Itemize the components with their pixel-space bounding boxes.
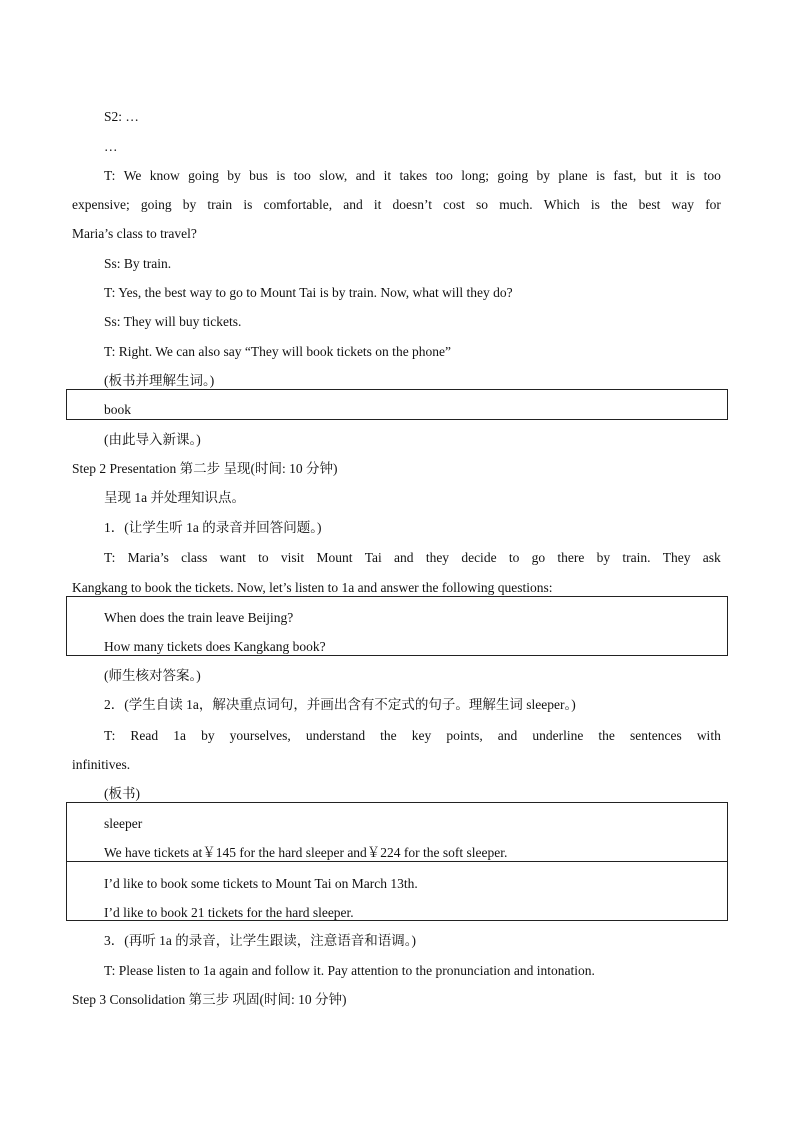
note-intro: (由此导入新课。) <box>104 432 201 447</box>
teacher-line-5: T: Right. We can also say “They will book tickets on the phone” <box>104 344 452 359</box>
word: is <box>686 168 696 183</box>
word: so <box>476 197 489 212</box>
blackboard-box-infinitives <box>66 861 728 921</box>
board-word-book: book <box>104 402 131 417</box>
word: train. <box>622 550 651 565</box>
step2-teacher-line-2: Kangkang to book the tickets. Now, let’s listen to 1a and answer the following questions: <box>72 580 553 595</box>
word: to <box>258 550 269 565</box>
board-sentence-prices: We have tickets at￥145 for the hard sleeper and￥224 for the soft sleeper. <box>104 845 508 860</box>
word: too <box>293 168 311 183</box>
word: Which <box>543 197 580 212</box>
word: 1a <box>173 728 186 743</box>
dialogue-ellipsis: … <box>104 139 118 154</box>
word: long; <box>461 168 489 183</box>
word: comfortable, <box>263 197 333 212</box>
teacher-line-1 <box>104 167 721 185</box>
word: T: <box>104 728 116 743</box>
word: T: <box>104 168 116 183</box>
word: expensive; <box>72 197 130 212</box>
students-reply-2: Ss: They will buy tickets. <box>104 314 242 329</box>
note-blackboard: (板书并理解生词。) <box>104 373 215 388</box>
word: for <box>705 197 721 212</box>
teacher-line-3: Maria’s class to travel? <box>72 226 197 241</box>
word: and <box>394 550 414 565</box>
word: Read <box>130 728 159 743</box>
word: decide <box>461 550 497 565</box>
teacher-line-4: T: Yes, the best way to go to Mount Tai is by train. Now, what will they do? <box>104 285 513 300</box>
step3-heading: Step 3 Consolidation 第三步 巩固(时间: 10 分钟) <box>72 992 347 1007</box>
teacher-listen-instruction: T: Please listen to 1a again and follow it. Pay attention to the pronunciation and intonation. <box>104 963 595 978</box>
word: Maria’s <box>127 550 169 565</box>
step2-item-1: 1．(让学生听 1a 的录音并回答问题。) <box>104 520 322 535</box>
word: key <box>411 728 432 743</box>
word: We <box>123 168 142 183</box>
teacher-line-2 <box>72 196 721 214</box>
read-instruction-line-2: infinitives. <box>72 757 131 772</box>
word: the <box>611 197 628 212</box>
word: points, <box>446 728 483 743</box>
blackboard-box-book <box>66 389 728 420</box>
word: and <box>497 728 518 743</box>
word: bus <box>249 168 268 183</box>
read-instruction-line-1 <box>104 727 721 745</box>
word: it <box>373 197 382 212</box>
word: understand <box>305 728 366 743</box>
word: and <box>355 168 376 183</box>
students-reply-1: Ss: By train. <box>104 256 172 271</box>
word: visit <box>280 550 305 565</box>
word: sentences <box>630 728 682 743</box>
note-blackboard-2: (板书) <box>104 786 140 801</box>
word: They <box>662 550 691 565</box>
word: way <box>671 197 695 212</box>
word: takes <box>399 168 428 183</box>
word: the <box>598 728 615 743</box>
word: Mount <box>316 550 353 565</box>
word: know <box>149 168 180 183</box>
questions-box <box>66 596 728 656</box>
word: with <box>696 728 721 743</box>
word: is <box>596 168 606 183</box>
word: by <box>182 197 197 212</box>
word: much. <box>499 197 533 212</box>
word: too <box>703 168 721 183</box>
step2-subheading: 呈现 1a 并处理知识点。 <box>104 490 245 505</box>
word: they <box>425 550 450 565</box>
word: class <box>181 550 208 565</box>
word: plane <box>558 168 588 183</box>
word: too <box>435 168 453 183</box>
word: by <box>596 550 611 565</box>
note-check-answers: (师生核对答案。) <box>104 668 201 683</box>
question-1: When does the train leave Beijing? <box>104 610 294 625</box>
word: slow, <box>319 168 348 183</box>
word: by <box>201 728 215 743</box>
word: want <box>219 550 246 565</box>
step2-heading: Step 2 Presentation 第二步 呈现(时间: 10 分钟) <box>72 461 338 476</box>
word: is <box>276 168 286 183</box>
word: train <box>207 197 233 212</box>
word: but <box>644 168 662 183</box>
word: yourselves, <box>229 728 291 743</box>
dialogue-s2: S2: … <box>104 109 139 124</box>
board-sentence-1: I’d like to book some tickets to Mount Tai on March 13th. <box>104 876 418 891</box>
word: underline <box>532 728 584 743</box>
word: to <box>508 550 520 565</box>
word: it <box>670 168 678 183</box>
step2-item-3: 3．(再听 1a 的录音，让学生跟读，注意语音和语调。) <box>104 933 416 948</box>
word: is <box>590 197 600 212</box>
word: and <box>343 197 363 212</box>
step2-item-2: 2．(学生自读 1a，解决重点词句，并画出含有不定式的句子。理解生词 sleeper。) <box>104 697 576 712</box>
step2-teacher-line-1 <box>104 549 721 567</box>
word: best <box>638 197 661 212</box>
word: doesn’t <box>392 197 433 212</box>
word: Tai <box>364 550 382 565</box>
word: the <box>380 728 397 743</box>
word: ask <box>702 550 721 565</box>
word: going <box>188 168 219 183</box>
word: by <box>536 168 550 183</box>
board-sentence-2: I’d like to book 21 tickets for the hard sleeper. <box>104 905 354 920</box>
word: T: <box>104 550 116 565</box>
word: fast, <box>613 168 637 183</box>
word: is <box>243 197 253 212</box>
word: there <box>557 550 585 565</box>
word: go <box>531 550 546 565</box>
word: by <box>227 168 241 183</box>
word: it <box>383 168 392 183</box>
word: going <box>497 168 529 183</box>
question-2: How many tickets does Kangkang book? <box>104 639 326 654</box>
board-word-sleeper: sleeper <box>104 816 143 831</box>
word: going <box>140 197 172 212</box>
word: cost <box>443 197 465 212</box>
blackboard-box-sleeper <box>66 802 728 862</box>
